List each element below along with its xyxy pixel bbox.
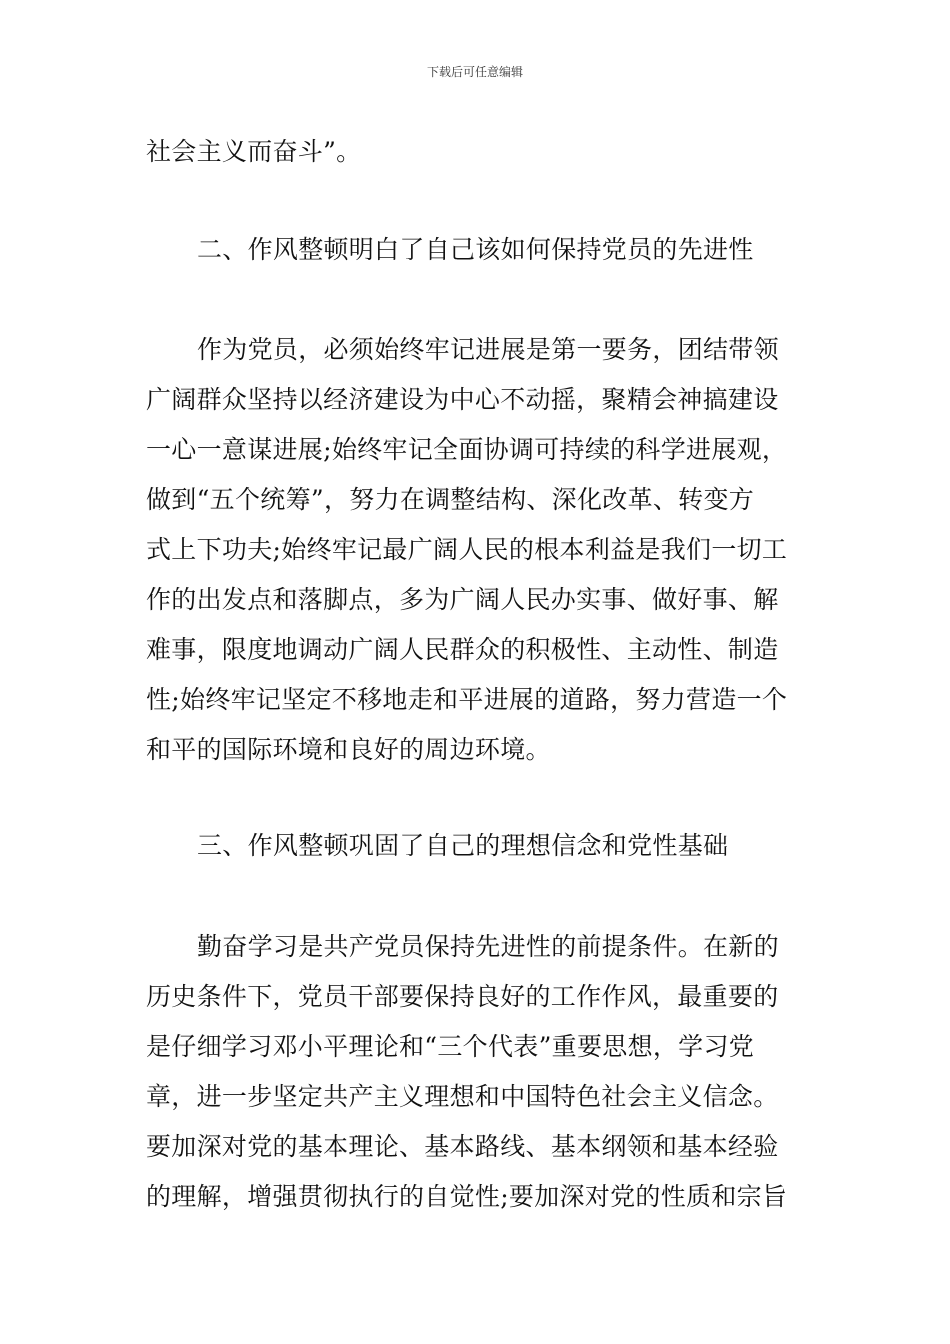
text-line: 勤奋学习是共产党员保持先进性的前提条件。在新的 <box>197 932 779 961</box>
section-heading-2: 二、作风整顿明白了自己该如何保持党员的先进性 <box>197 235 754 264</box>
text-line: 是仔细学习邓小平理论和“三个代表”重要思想，学习党 <box>146 1032 755 1061</box>
text-line: 性;始终牢记坚定不移地走和平进展的道路，努力营造一个 <box>146 685 788 714</box>
text-line: 式上下功夫;始终牢记最广阔人民的根本利益是我们一切工 <box>146 535 788 564</box>
text-line: 作的出发点和落脚点，多为广阔人民办实事、做好事、解 <box>146 585 779 614</box>
section-heading-3: 三、作风整顿巩固了自己的理想信念和党性基础 <box>197 831 729 860</box>
text-line: 的理解，增强贯彻执行的自觉性;要加深对党的性质和宗旨 <box>146 1182 788 1211</box>
text-line: 要加深对党的基本理论、基本路线、基本纲领和基本经验 <box>146 1132 779 1161</box>
text-line: 历史条件下，党员干部要保持良好的工作作风，最重要的 <box>146 982 779 1011</box>
text-line: 作为党员，必须始终牢记进展是第一要务，团结带领 <box>197 335 779 364</box>
text-line: 章，进一步坚定共产主义理想和中国特色社会主义信念。 <box>146 1082 779 1111</box>
page-header-note: 下载后可任意编辑 <box>426 65 523 79</box>
text-line: 社会主义而奋斗”。 <box>146 137 362 166</box>
text-line: 广阔群众坚持以经济建设为中心不动摇，聚精会神搞建设 <box>146 385 779 414</box>
text-line: 做到“五个统筹”，努力在调整结构、深化改革、转变方 <box>146 485 755 514</box>
text-line: 一心一意谋进展;始终牢记全面协调可持续的科学进展观， <box>146 435 788 464</box>
text-line: 和平的国际环境和良好的周边环境。 <box>146 735 551 764</box>
text-line: 难事，限度地调动广阔人民群众的积极性、主动性、制造 <box>146 635 779 664</box>
